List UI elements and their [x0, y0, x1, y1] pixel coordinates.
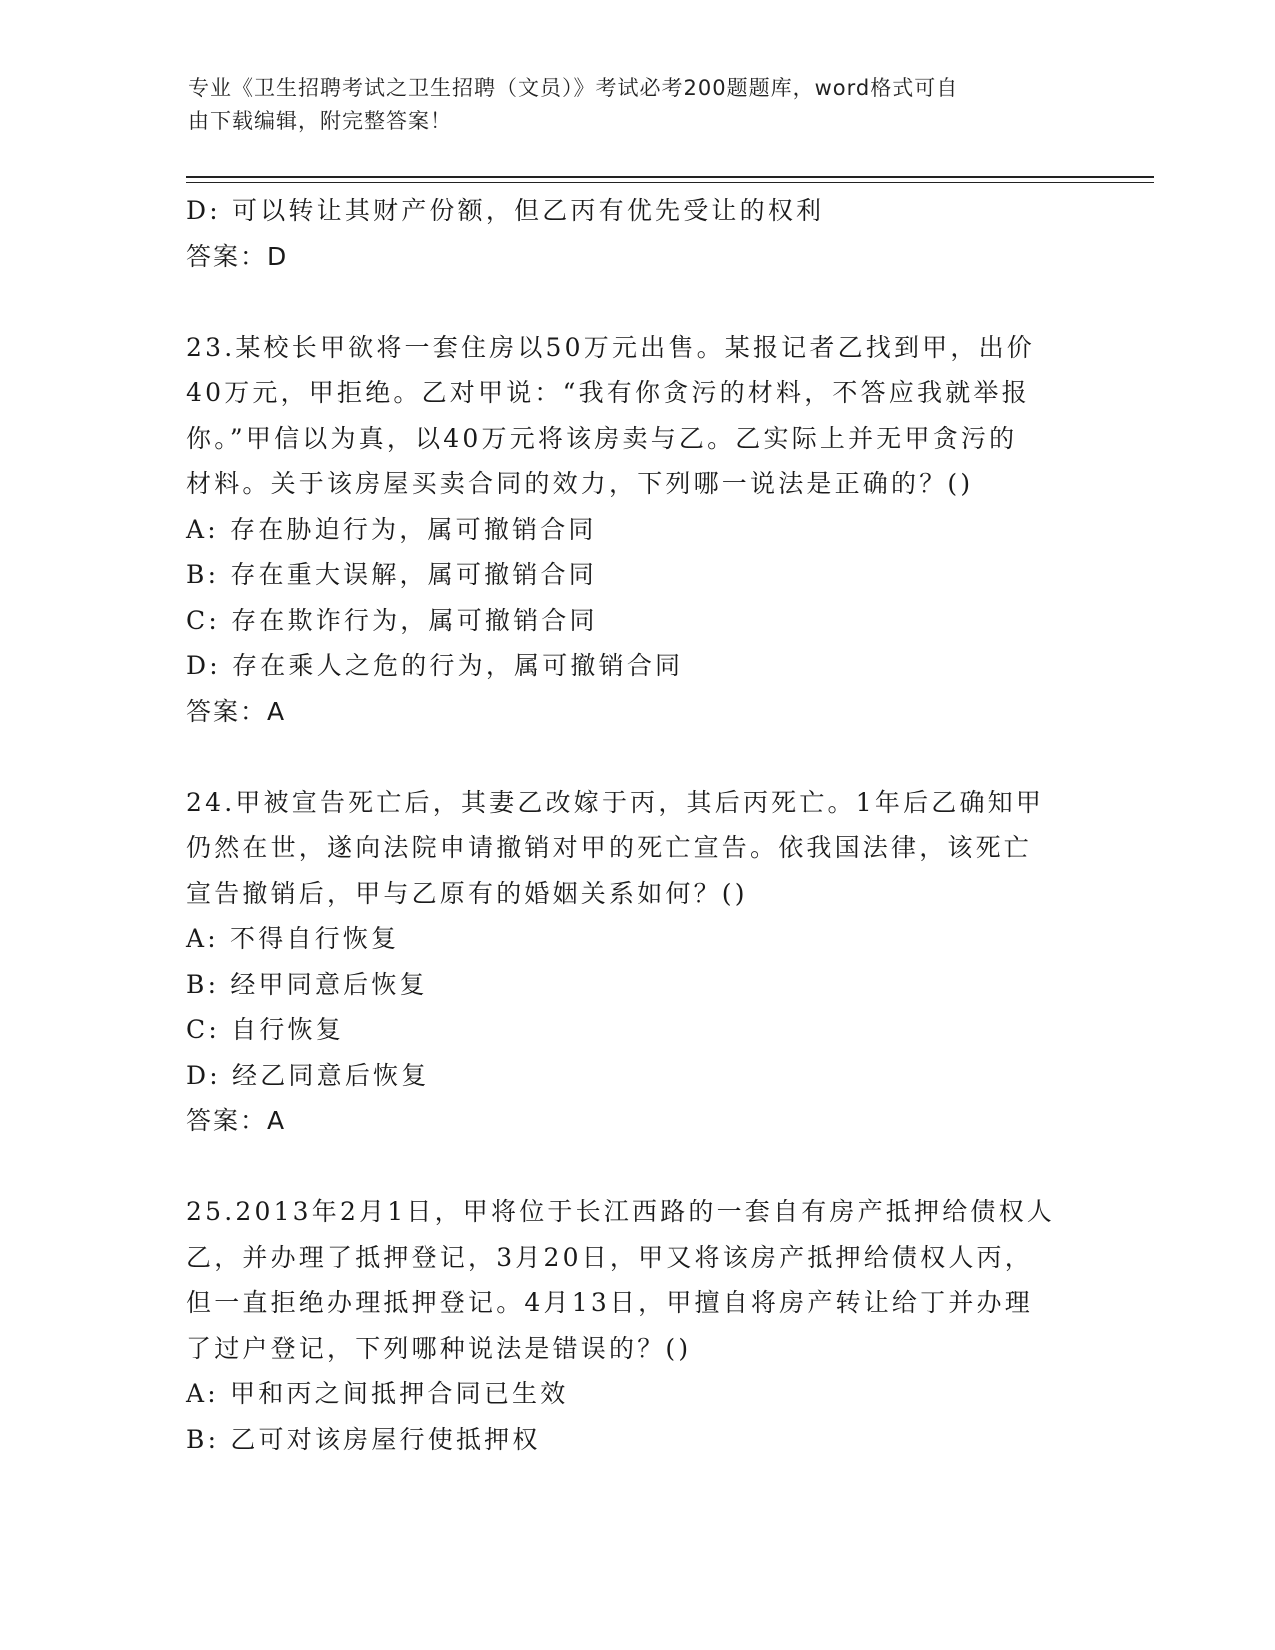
option-b: B: 经甲同意后恢复: [186, 969, 428, 999]
option-b: B: 存在重大误解，属可撤销合同: [186, 560, 597, 589]
spacer: [186, 734, 1096, 780]
spacer: [186, 1144, 1096, 1190]
question-content: [186, 188, 1096, 1462]
header-divider-thick: [186, 176, 1154, 178]
question-stem-line: 乙，并办理了抵押登记，3月20日，甲又将该房产抵押给债权人丙，: [186, 1242, 1033, 1272]
previous-question-tail: [186, 188, 1096, 279]
question-25: [186, 1189, 1096, 1462]
answer-label: 答案：A: [186, 1106, 287, 1135]
question-stem-line: 材料。关于该房屋买卖合同的效力，下列哪一说法是正确的？(): [186, 469, 974, 498]
question-stem-line: 仍然在世，遂向法院申请撤销对甲的死亡宣告。依我国法律，该死亡: [186, 833, 1033, 862]
question-stem-line: 但一直拒绝办理抵押登记。4月13日，甲擅自将房产转让给丁并办理: [186, 1288, 1033, 1317]
option-a: A: 甲和丙之间抵押合同已生效: [186, 1379, 569, 1408]
option-c: C: 存在欺诈行为，属可撤销合同: [186, 605, 598, 635]
question-24: [186, 780, 1096, 1144]
option-c: C: 自行恢复: [186, 1015, 344, 1044]
question-stem-line: 了过户登记，下列哪种说法是错误的？(): [186, 1333, 692, 1363]
question-23: [186, 325, 1096, 735]
option-b: B: 乙可对该房屋行使抵押权: [186, 1424, 541, 1454]
question-stem-line: 40万元，甲拒绝。乙对甲说：“我有你贪污的材料，不答应我就举报: [186, 378, 1030, 407]
header-line-1: 专业《卫生招聘考试之卫生招聘（文员）》考试必考200题题库，word格式可自: [188, 76, 959, 100]
option-a: A: 存在胁迫行为，属可撤销合同: [186, 514, 597, 544]
question-stem-line: 25.2013年2月1日，甲将位于长江西路的一套自有房产抵押给债权人: [186, 1197, 1055, 1226]
question-stem-line: 24.甲被宣告死亡后，其妻乙改嫁于丙，其后丙死亡。1年后乙确知甲: [186, 787, 1045, 817]
answer-label: 答案：D: [186, 241, 289, 271]
document-header: [188, 72, 1068, 138]
question-stem-line: 你。”甲信以为真，以40万元将该房卖与乙。乙实际上并无甲贪污的: [186, 423, 1018, 453]
header-line-2: 由下载编辑，附完整答案！: [188, 109, 452, 133]
answer-label: 答案：A: [186, 696, 287, 726]
question-stem-line: 宣告撤销后，甲与乙原有的婚姻关系如何？(): [186, 878, 748, 908]
option-d: D: 存在乘人之危的行为，属可撤销合同: [186, 651, 684, 680]
question-stem-line: 23.某校长甲欲将一套住房以50万元出售。某报记者乙找到甲，出价: [186, 332, 1035, 362]
option-a: A: 不得自行恢复: [186, 924, 400, 953]
option-d: D: 可以转让其财产份额，但乙丙有优先受让的权利: [186, 196, 825, 225]
header-divider-thin: [186, 182, 1154, 183]
spacer: [186, 279, 1096, 325]
option-d: D: 经乙同意后恢复: [186, 1060, 430, 1090]
